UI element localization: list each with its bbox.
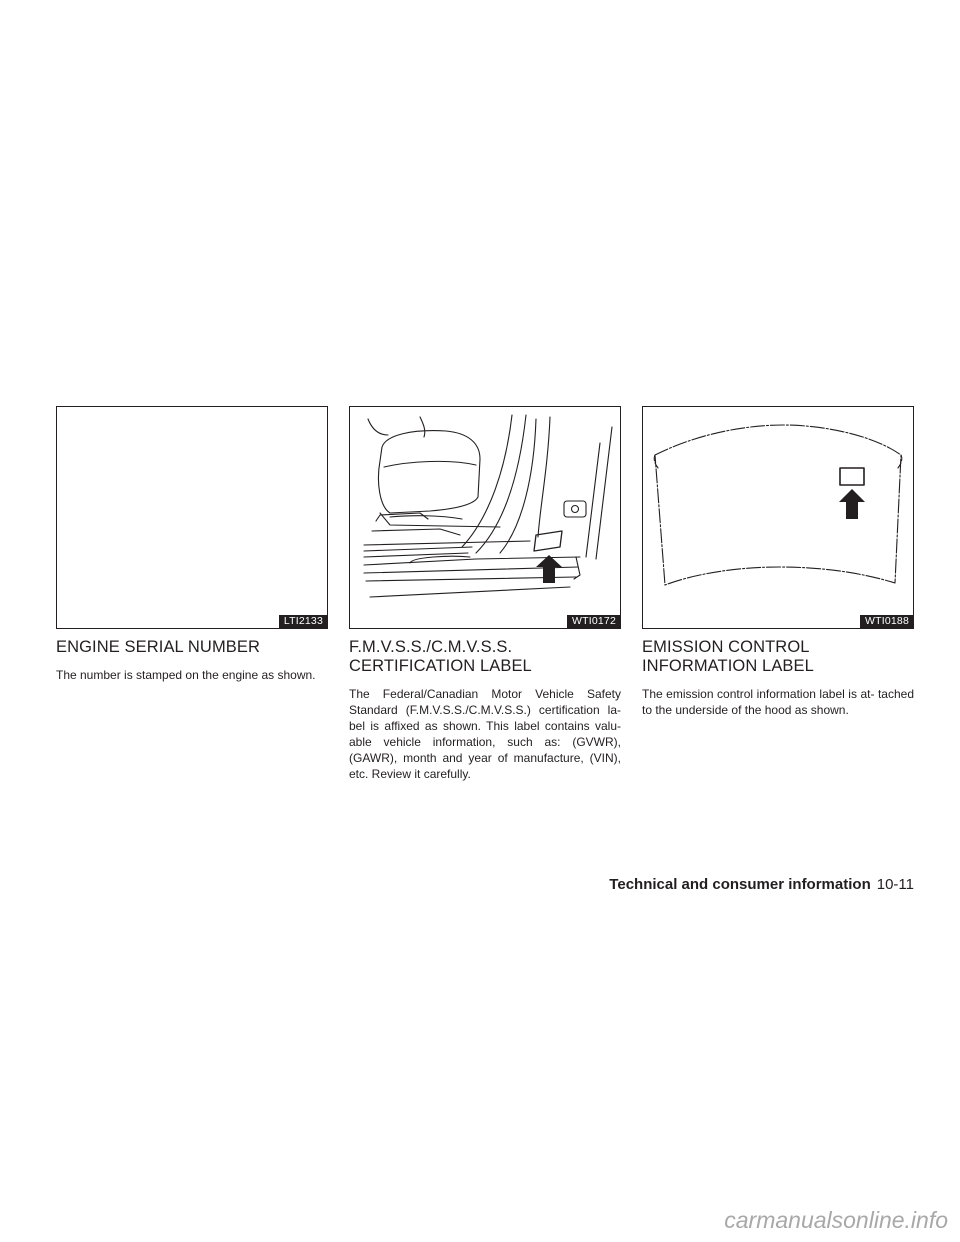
watermark: carmanualsonline.info xyxy=(724,1207,948,1233)
section-heading: EMISSION CONTROL INFORMATION LABEL xyxy=(642,638,814,675)
figure-code: LTI2133 xyxy=(279,615,327,628)
figure-code: WTI0188 xyxy=(860,615,913,628)
door-sill-illustration xyxy=(350,407,620,628)
hood-illustration xyxy=(643,407,913,628)
figure-engine xyxy=(56,406,328,629)
figure-hood xyxy=(642,406,914,629)
figure-door-sill xyxy=(349,406,621,629)
column-certification-label xyxy=(349,406,621,782)
column-emission-label xyxy=(642,406,914,718)
footer-section-title: Technical and consumer information xyxy=(609,876,871,893)
section-body: The Federal/Canadian Motor Vehicle Safety Standard (F.M.V.S.S./C.M.V.S.S.) certification la- bel is affixed as shown. This label contains valu- able vehicle information, such as: (GVWR), (GAWR), month and year of manufacture, (VIN), etc. Review it carefully. xyxy=(349,687,621,781)
column-engine-serial xyxy=(56,406,328,683)
page-footer xyxy=(609,876,914,893)
page-number: 10-11 xyxy=(876,876,914,893)
figure-code: WTI0172 xyxy=(567,615,620,628)
section-body: The emission control information label is at- tached to the underside of the hood as shown. xyxy=(642,687,914,717)
section-heading: ENGINE SERIAL NUMBER xyxy=(56,638,261,656)
section-body: The number is stamped on the engine as shown. xyxy=(56,668,316,682)
section-heading: F.M.V.S.S./C.M.V.S.S. CERTIFICATION LABEL xyxy=(349,638,532,675)
